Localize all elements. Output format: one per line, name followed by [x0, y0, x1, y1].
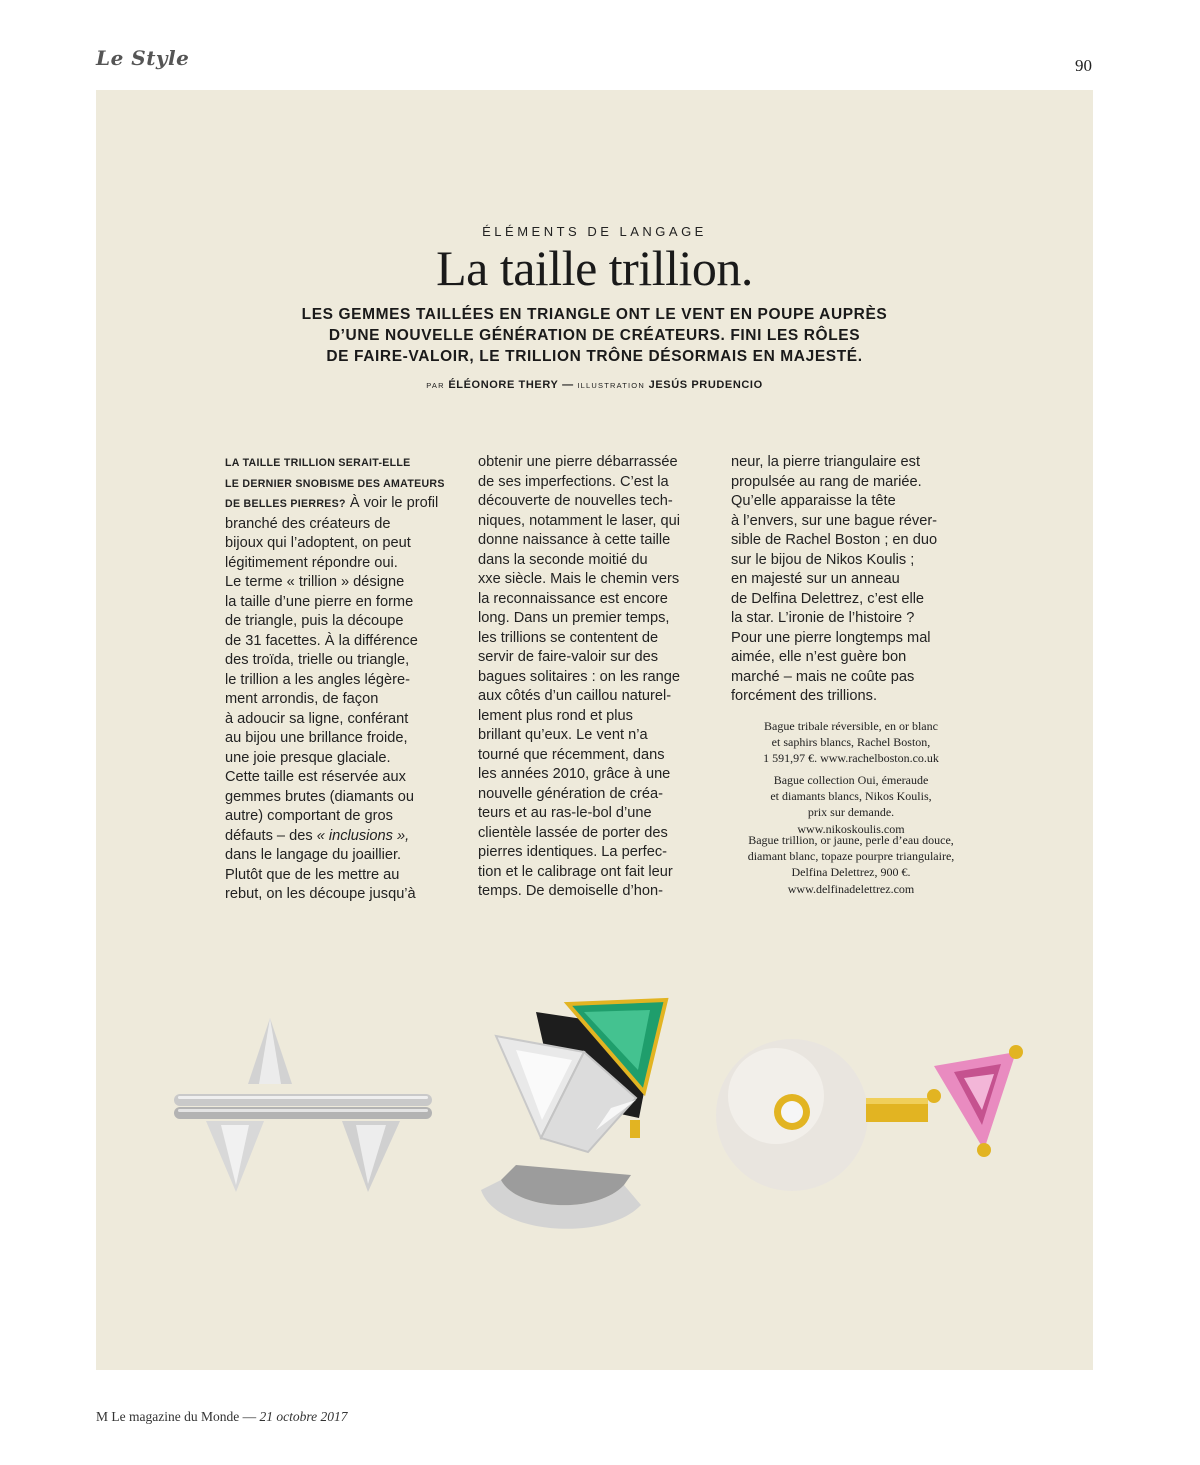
article-panel [96, 90, 1093, 1370]
byline-author: ÉLÉONORE THERY [448, 379, 559, 391]
body-column-1 [225, 453, 463, 905]
deck-line: LES GEMMES TAILLÉES EN TRIANGLE ONT LE VENT EN POUPE AUPRÈS [301, 306, 888, 323]
inclusions-term: « inclusions », [316, 827, 410, 844]
byline [96, 379, 1093, 391]
deck-line: D’UNE NOUVELLE GÉNÉRATION DE CRÉATEURS. FINI LES RÔLES [328, 327, 861, 344]
page-number: 90 [1075, 56, 1092, 75]
lead-in: LA TAILLE TRILLION SERAIT-ELLE LE DERNIER SNOBISME DES AMATEURS DE BELLES PIERRES? [225, 457, 445, 510]
tribal-ring-image [174, 1018, 432, 1192]
masthead: Le Style [96, 46, 190, 70]
byline-separator: — [562, 379, 574, 391]
column-1-end: dans le langage du joaillier. Plutôt que de les mettre au rebut, on les découpe jusqu’à [225, 847, 416, 902]
caption-rachel-boston: Bague tribale réversible, en or blanc et saphirs blancs, Rachel Boston, 1 591,97 €. www.rachelboston.co.uk [763, 719, 939, 766]
caption-delfina-delettrez: Bague trillion, or jaune, perle d’eau douce, diamant blanc, topaze pourpre triangulaire, Delfina Delettrez, 900 €. www.delfinadelettrez.com [747, 833, 955, 896]
byline-par-label: PAR [426, 381, 445, 390]
article-deck [256, 304, 933, 367]
caption-nikos-koulis: Bague collection Oui, émeraude et diamants blancs, Nikos Koulis, prix sur demande. www.nikoskoulis.com [770, 773, 932, 836]
footer-publication: M Le magazine du Monde — [96, 1409, 257, 1424]
footer [96, 1409, 347, 1425]
article-kicker: ÉLÉMENTS DE LANGAGE [482, 224, 707, 239]
footer-date: 21 octobre 2017 [259, 1409, 348, 1424]
emerald-ring-image [481, 1000, 666, 1229]
byline-illustrator: JESÚS PRUDENCIO [648, 379, 763, 391]
pearl-ring-image [716, 1039, 1023, 1191]
column-1-text: À voir le profil branché des créateurs de bijoux qui l’adoptent, on peut légitimement répondre oui. Le terme « trillion » désigne la taille d’une pierre en forme de triangle, puis la découpe de 31 facettes. À la différence des troïda, trielle ou triangle, le trillion a les angles légère- ment arrondis, de façon à adoucir sa ligne, conférant au bijou une brillance froide, une joie presque glaciale. Cette taille est réservée aux gemmes brutes (diamants ou autre) comportant de gros défauts – des [225, 495, 439, 844]
body-column-3: neur, la pierre triangulaire est propulsée au rang de mariée. Qu’elle apparaisse la tête à l’envers, sur une bague réver- sible de Rachel Boston ; en duo sur le bijou de Nikos Koulis ; en majesté sur un anneau de Delfina Delettrez, c’est elle la star. L’ironie de l’histoire ? Pour une pierre longtemps mal aimée, elle n’est guère bon marché – mais ne coûte pas forcément des trillions. [731, 454, 938, 704]
article-title: La taille trillion. [436, 240, 753, 296]
byline-illustration-label: ILLUSTRATION [577, 381, 645, 390]
deck-line: DE FAIRE-VALOIR, LE TRILLION TRÔNE DÉSORMAIS EN MAJESTÉ. [326, 348, 863, 365]
jewelry-illustration [96, 980, 1093, 1280]
body-column-2: obtenir une pierre débarrassée de ses imperfections. C’est la découverte de nouvelles tech- niques, notamment le laser, qui donne naissance à cette taille dans la seconde moitié du xxe siècle. Mais le chemin vers la reconnaissance est encore long. Dans un premier temps, les trillions se contentent de servir de faire-valoir sur des bagues solitaires : on les range aux côtés d’un caillou naturel- lement plus rond et plus brillant qu’eux. Le vent n’a tourné que récemment, dans les années 2010, grâce à une nouvelle génération de créa- teurs et au ras-le-bol d’une clientèle lassée de porter des pierres identiques. La perfec- tion et le calibrage ont fait leur temps. De demoiselle d’hon- [478, 454, 681, 899]
